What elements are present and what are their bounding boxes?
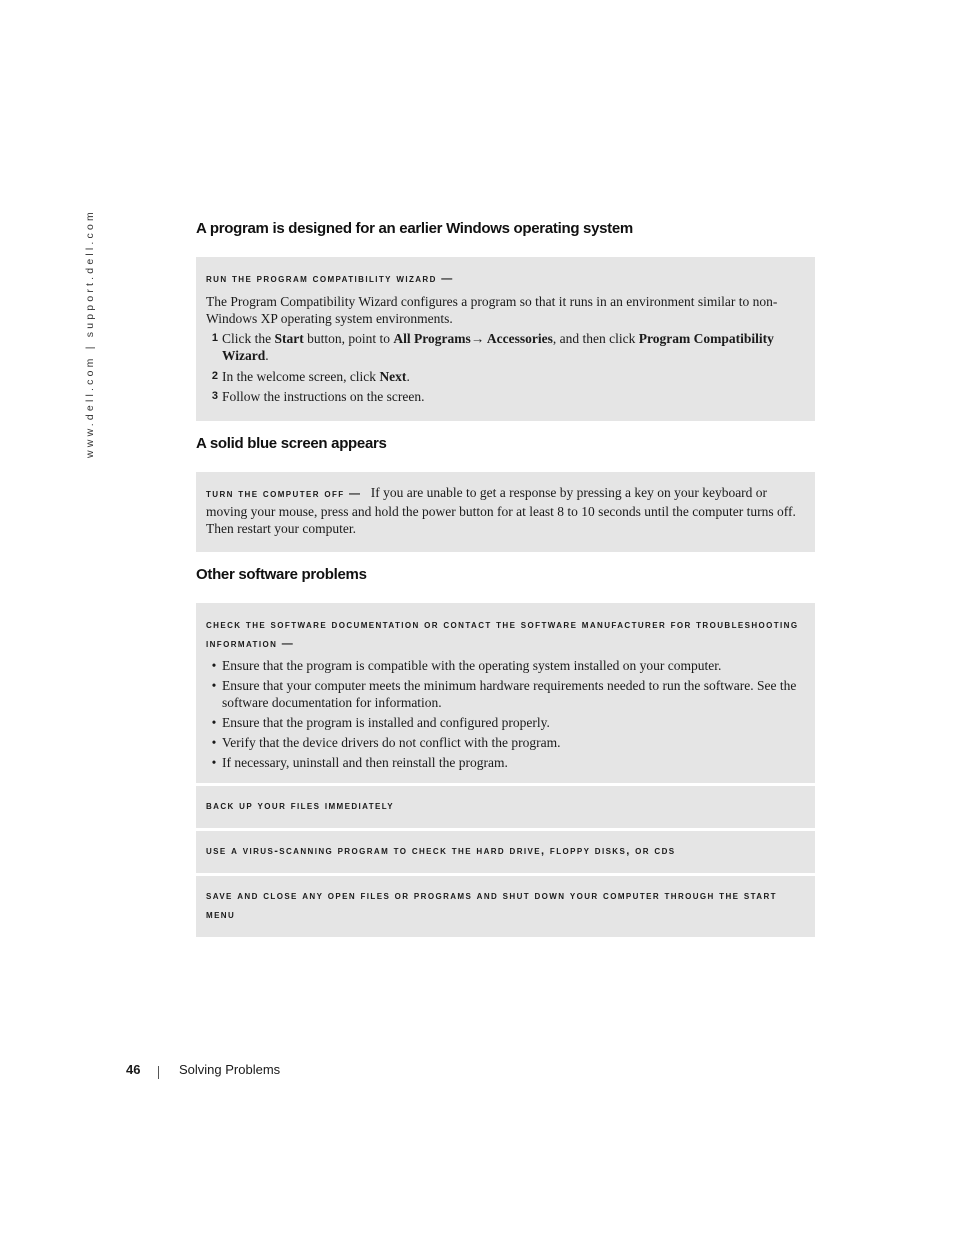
backup-box	[196, 786, 815, 828]
software-doc-box	[196, 603, 815, 783]
heading-other-software: Other software problems	[196, 566, 367, 583]
box-title-compat-wizard: run the program compatibility wizard —	[206, 273, 454, 285]
bullet-item: • Verify that the device drivers do not conflict with the program.	[211, 735, 561, 750]
compatibility-wizard-box	[196, 257, 815, 421]
all-programs-ui-label: All Programs→ Accessories	[393, 331, 553, 346]
box-title-turn-off: turn the computer off —	[206, 488, 362, 500]
virus-scan-box	[196, 831, 815, 873]
compat-intro: The Program Compatibility Wizard configures a program so that it runs in an environment similar to non-Windows XP operating system environments.	[206, 294, 778, 326]
start-ui-label: Start	[274, 331, 304, 346]
page-number: 46	[126, 1062, 141, 1077]
bullet-item: • If necessary, uninstall and then reinstall the program.	[211, 755, 508, 770]
step-3: 3 Follow the instructions on the screen.	[211, 389, 425, 404]
bullet-item: • Ensure that your computer meets the minimum hardware requirements needed to run the software. See the software documentation for information.	[211, 678, 797, 710]
step-2: 2 In the welcome screen, click Next.	[211, 369, 410, 384]
shutdown-box	[196, 876, 815, 937]
footer-chapter-title: Solving Problems	[179, 1062, 281, 1077]
box-title-virus-scan: use a virus-scanning program to check the hard drive, floppy disks, or cds	[206, 845, 676, 857]
bullet-item: • Ensure that the program is compatible with the operating system installed on your computer.	[211, 658, 722, 673]
side-url: www.dell.com | support.dell.com	[84, 209, 96, 458]
bullet-item: • Ensure that the program is installed and configured properly.	[211, 715, 550, 730]
next-ui-label: Next	[379, 369, 407, 384]
heading-earlier-windows: A program is designed for an earlier Windows operating system	[196, 220, 633, 237]
box-title-shutdown: save and close any open files or programs and shut down your computer through the start menu	[206, 890, 777, 921]
box-title-backup: back up your files immediately	[206, 800, 395, 812]
box-title-software-doc: check the software documentation or contact the software manufacturer for troubleshooting information —	[206, 619, 799, 650]
step-1: 1 Click the Start button, point to All Programs→ Accessories, and then click Program Compatibility Wizard.	[211, 331, 774, 363]
compat-wizard-ui-label: Program Compatibility Wizard	[222, 331, 774, 363]
turn-off-text: If you are unable to get a response by pressing a key on your keyboard or moving your mouse, press and hold the power button for at least 8 to 10 seconds until the computer turns off. Then restart your computer.	[206, 485, 796, 536]
heading-blue-screen: A solid blue screen appears	[196, 435, 387, 452]
turn-off-box	[196, 472, 815, 552]
footer-divider	[158, 1066, 159, 1079]
